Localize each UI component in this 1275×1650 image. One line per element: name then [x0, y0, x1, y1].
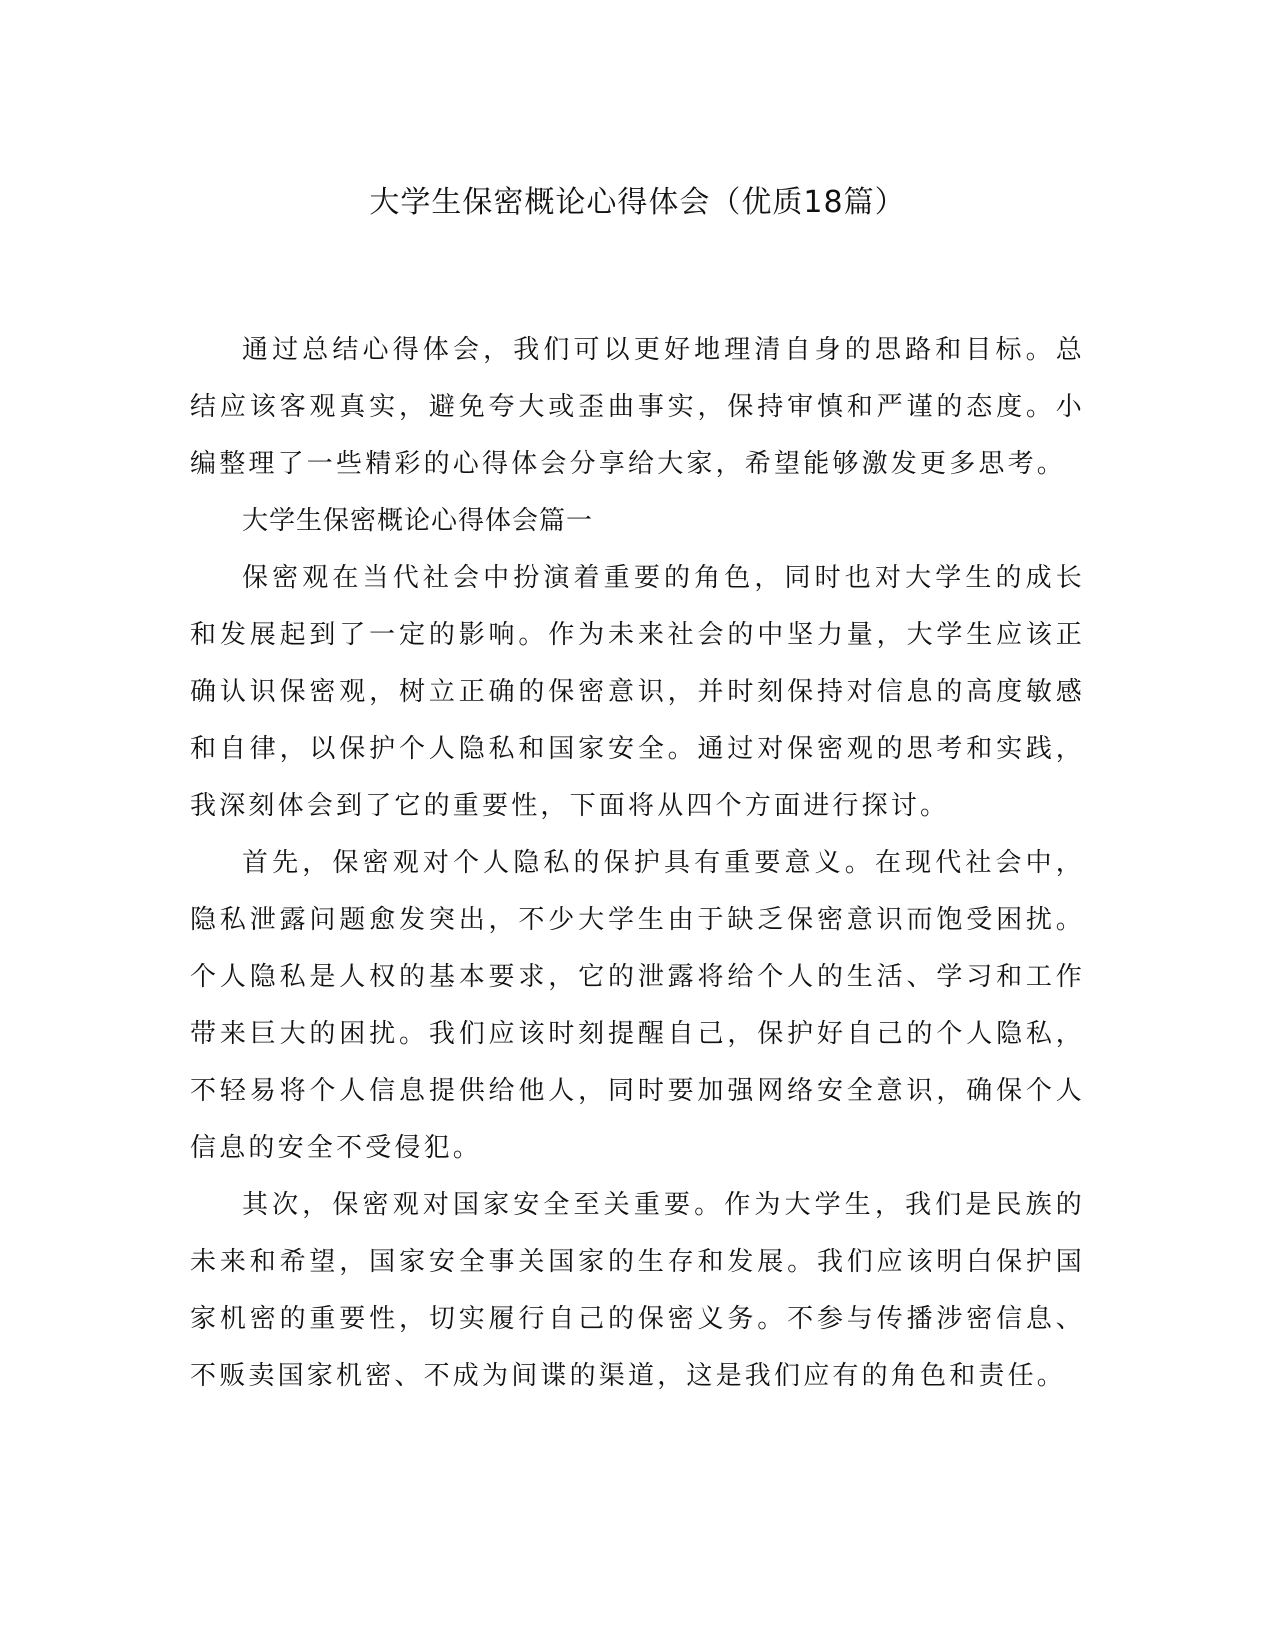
body-paragraph: 保密观在当代社会中扮演着重要的角色，同时也对大学生的成长和发展起到了一定的影响。作为未来社会的中坚力量，大学生应该正确认识保密观，树立正确的保密意识，并时刻保持对信息的高度敏感和自律，以保护个人隐私和国家安全。通过对保密观的思考和实践，我深刻体会到了它的重要性，下面将从四个方面进行探讨。 — [190, 563, 1085, 821]
intro-paragraph: 通过总结心得体会，我们可以更好地理清自身的思路和目标。总结应该客观真实，避免夸大或歪曲事实，保持审慎和严谨的态度。小编整理了一些精彩的心得体会分享给大家，希望能够激发更多思考。 — [190, 335, 1085, 479]
document-title: 大学生保密概论心得体会（优质18篇） — [369, 185, 906, 220]
body-paragraph: 其次，保密观对国家安全至关重要。作为大学生，我们是民族的未来和希望，国家安全事关国家的生存和发展。我们应该明白保护国家机密的重要性，切实履行自己的保密义务。不参与传播涉密信息、不贩卖国家机密、不成为间谍的渠道，这是我们应有的角色和责任。 — [190, 1190, 1085, 1391]
section-heading: 大学生保密概论心得体会篇一 — [242, 506, 594, 536]
document-body — [190, 322, 1085, 1405]
body-paragraph: 首先，保密观对个人隐私的保护具有重要意义。在现代社会中，隐私泄露问题愈发突出，不少大学生由于缺乏保密意识而饱受困扰。个人隐私是人权的基本要求，它的泄露将给个人的生活、学习和工作带来巨大的困扰。我们应该时刻提醒自己，保护好自己的个人隐私，不轻易将个人信息提供给他人，同时要加强网络安全意识，确保个人信息的安全不受侵犯。 — [190, 848, 1085, 1163]
